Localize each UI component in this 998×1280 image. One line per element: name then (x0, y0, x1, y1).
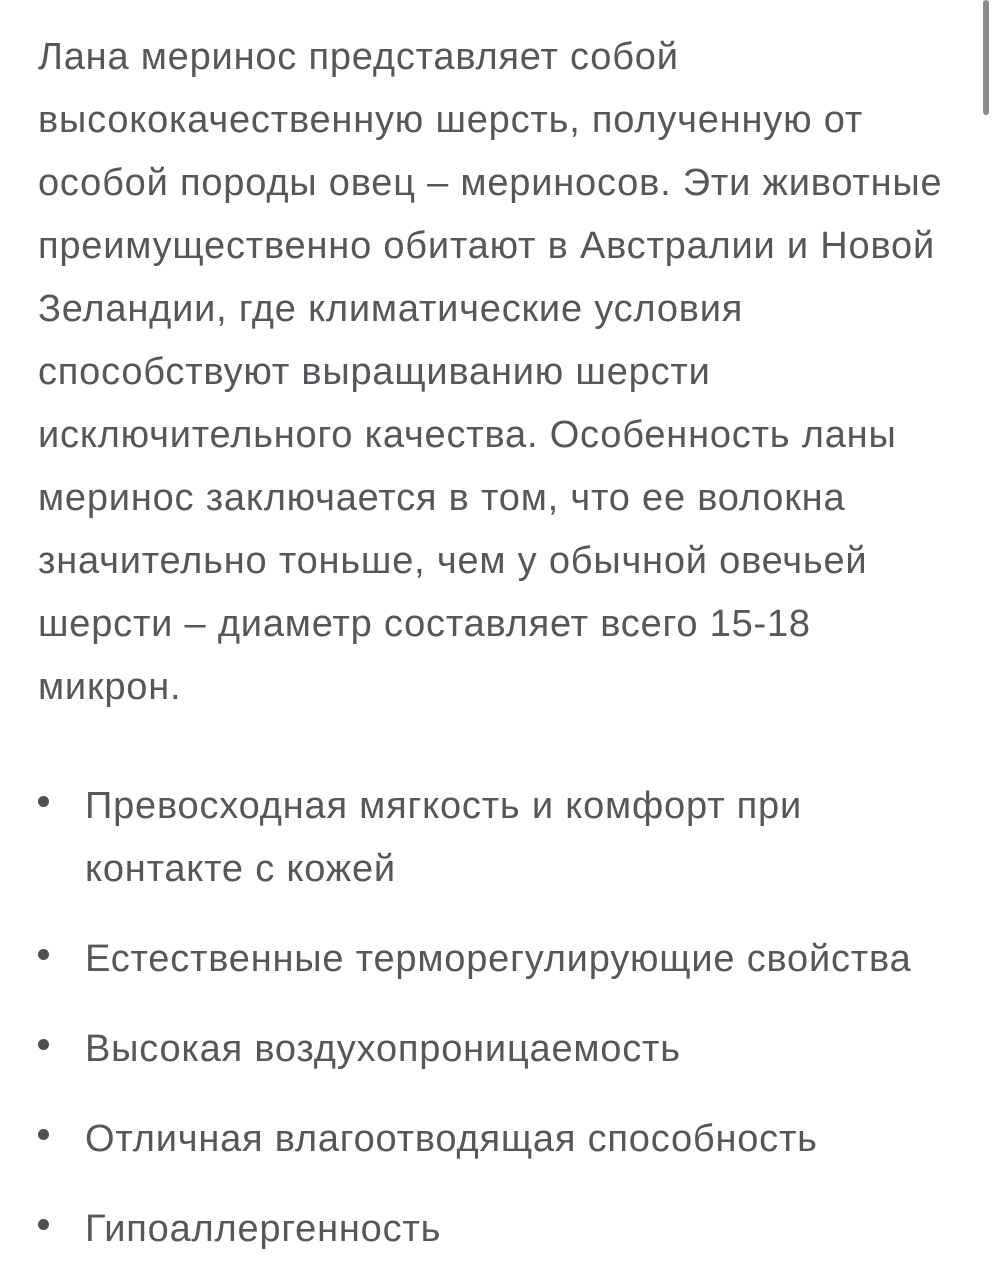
feature-text: Высокая воздухопроницаемость (85, 1028, 681, 1070)
description-paragraph: Лана меринос представляет собой высококачественную шерсть, полученную от особой породы овец – мериносов. Эти животные преимущественно обитают в Австралии и Новой Зеландии, где климатические условия способствуют выращиванию шерсти исключительного качества. Особенность ланы меринос заключается в том, что ее волокна значительно тоньше, чем у обычной овечьей шерсти – диаметр составляет всего 15-18 микрон. (38, 36, 943, 708)
feature-item (38, 1108, 956, 1171)
feature-text: Естественные терморегулирующие свойства (85, 938, 912, 980)
feature-item (38, 775, 956, 901)
bullet-dot-icon (38, 796, 49, 807)
bullet-dot-icon (38, 1219, 49, 1230)
feature-text: Отличная влагоотводящая способность (85, 1118, 818, 1160)
feature-item (38, 1018, 956, 1081)
scrollbar-thumb[interactable] (983, 0, 989, 115)
bullet-dot-icon (38, 1129, 49, 1140)
bullet-dot-icon (38, 1039, 49, 1050)
bullet-dot-icon (38, 949, 49, 960)
features-list (38, 775, 956, 1261)
feature-text: Гипоаллергенность (85, 1208, 442, 1250)
feature-text: Превосходная мягкость и комфорт при контакте с кожей (85, 785, 802, 890)
feature-item (38, 928, 956, 991)
feature-item (38, 1198, 956, 1261)
